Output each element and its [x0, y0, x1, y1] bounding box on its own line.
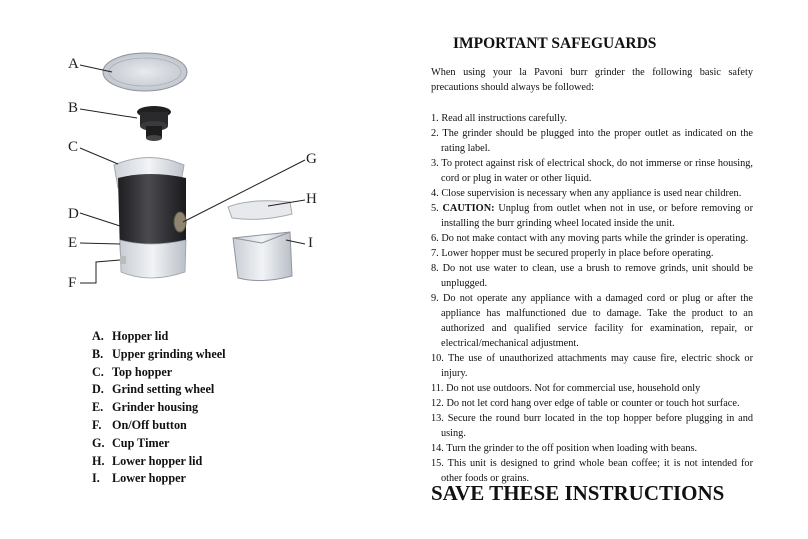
legend-letter: A. — [92, 329, 104, 343]
save-instructions-heading: SAVE THESE INSTRUCTIONS — [431, 481, 725, 505]
callout-d: D — [68, 206, 79, 222]
legend-item — [92, 364, 226, 382]
safeguard-number: 7. — [431, 248, 439, 259]
safeguard-text: Do not use outdoors. Not for commercial use, household only — [446, 383, 701, 394]
exploded-diagram — [0, 0, 400, 300]
legend-label: Lower hopper lid — [112, 453, 203, 468]
caution-label: CAUTION: — [442, 203, 495, 214]
safeguard-item — [431, 261, 753, 291]
legend-item — [92, 453, 226, 471]
legend-label: Grinder housing — [112, 400, 199, 415]
legend-item — [92, 381, 226, 399]
safeguard-number: 9. — [431, 293, 439, 304]
safeguard-number: 10. — [431, 353, 444, 364]
safeguard-text: Do not use water to clean, use a brush to remove grinds, unit should be unplugged. — [441, 263, 753, 289]
hopper-lid-part — [103, 53, 187, 91]
safeguard-text: Read all instructions carefully. — [441, 113, 568, 124]
legend-letter: I. — [92, 471, 100, 486]
callout-f: F — [68, 275, 77, 291]
safeguards-section — [431, 34, 753, 486]
safeguard-item — [431, 186, 753, 201]
safeguard-number: 1. — [431, 113, 439, 124]
safeguard-item — [431, 231, 753, 246]
safeguard-text: Do not let cord hang over edge of table or counter or touch hot surface. — [446, 398, 740, 409]
base-section — [120, 240, 186, 278]
legend-letter: D. — [92, 382, 104, 397]
safeguard-item — [431, 246, 753, 261]
callout-g: G — [306, 151, 317, 167]
safeguard-text: Close supervision is necessary when any appliance is used near children. — [441, 188, 742, 199]
safeguard-text: Do not make contact with any moving parts while the grinder is operating. — [441, 233, 749, 244]
safeguard-text: Do not operate any appliance with a damaged cord or plug or after the appliance has malfunctioned due to damage. Take the product to an authorized and qualified service facility for examination, repair, or electrical/mechanical adjustment. — [441, 293, 754, 349]
safeguard-item — [431, 396, 753, 411]
safeguard-number: 5. — [431, 203, 439, 214]
safeguard-item — [431, 126, 753, 156]
safeguard-number: 3. — [431, 158, 439, 169]
safeguards-list — [431, 111, 753, 486]
safeguard-number: 6. — [431, 233, 439, 244]
safeguard-item — [431, 156, 753, 186]
legend-letter: C. — [92, 364, 104, 379]
safeguard-number: 12. — [431, 398, 444, 409]
safeguard-text: This unit is designed to grind whole bean coffee; it is not intended for other foods or grains. — [441, 458, 754, 484]
callout-i: I — [308, 235, 313, 251]
safeguard-item — [431, 411, 753, 441]
safeguard-text: Secure the round burr located in the top hopper before plugging in and using. — [441, 413, 754, 439]
safeguard-item — [431, 291, 753, 351]
grinder-illustration — [0, 0, 400, 300]
safeguard-number: 11. — [431, 383, 444, 394]
legend-letter: F. — [92, 417, 102, 432]
legend-item — [92, 435, 226, 453]
on-off-button-part — [120, 256, 126, 264]
safeguard-item — [431, 441, 753, 456]
callout-b: B — [68, 100, 79, 116]
safeguard-number: 4. — [431, 188, 439, 199]
callout-c: C — [68, 139, 79, 155]
legend-label: Top hopper — [112, 364, 173, 379]
safeguards-title: IMPORTANT SAFEGUARDS — [453, 35, 657, 52]
safeguard-number: 13. — [431, 413, 444, 424]
parts-legend — [92, 328, 226, 488]
safeguard-item — [431, 381, 753, 396]
safeguard-text: The use of unauthorized attachments may cause fire, electric shock or injury. — [441, 353, 753, 379]
legend-item — [92, 399, 226, 417]
upper-grinding-wheel-part — [137, 106, 171, 141]
safeguard-item — [431, 201, 753, 231]
legend-letter: H. — [92, 453, 105, 468]
safeguard-item — [431, 111, 753, 126]
callout-h: H — [306, 191, 317, 207]
callout-e: E — [68, 235, 78, 251]
legend-item — [92, 417, 226, 435]
grind-setting-wheel-part — [174, 212, 186, 232]
safeguard-number: 15. — [431, 458, 444, 469]
safeguard-text: Lower hopper must be secured properly in place before operating. — [441, 248, 714, 259]
legend-label: Lower hopper — [112, 471, 186, 486]
safeguard-number: 8. — [431, 263, 439, 274]
legend-label: Upper grinding wheel — [112, 346, 226, 361]
legend-label: On/Off button — [112, 417, 187, 432]
safeguard-text: To protect against risk of electrical shock, do not immerse or rinse housing, cord or plug in water or other liquid. — [441, 158, 754, 184]
safeguard-item — [431, 351, 753, 381]
legend-label: Hopper lid — [112, 329, 169, 343]
safeguard-text: Unplug from outlet when not in use, or before removing or installing the burr grinding wheel located inside the unit. — [441, 203, 753, 229]
callout-a: A — [68, 56, 79, 72]
legend-item — [92, 346, 226, 364]
safeguard-text: The grinder should be plugged into the proper outlet as indicated on the rating label. — [441, 128, 753, 154]
legend-letter: E. — [92, 400, 104, 415]
legend-label: Grind setting wheel — [112, 382, 215, 397]
safeguard-text: Turn the grinder to the off position when loading with beans. — [446, 443, 698, 454]
safeguard-number: 14. — [431, 443, 444, 454]
legend-letter: G. — [92, 435, 105, 450]
safeguard-number: 2. — [431, 128, 439, 139]
legend-item — [92, 470, 226, 488]
legend-item — [92, 328, 226, 346]
legend-letter: B. — [92, 346, 104, 361]
legend-label: Cup Timer — [112, 435, 170, 450]
safeguards-intro: When using your la Pavoni burr grinder the following basic safety precautions should always be followed: — [431, 67, 753, 93]
